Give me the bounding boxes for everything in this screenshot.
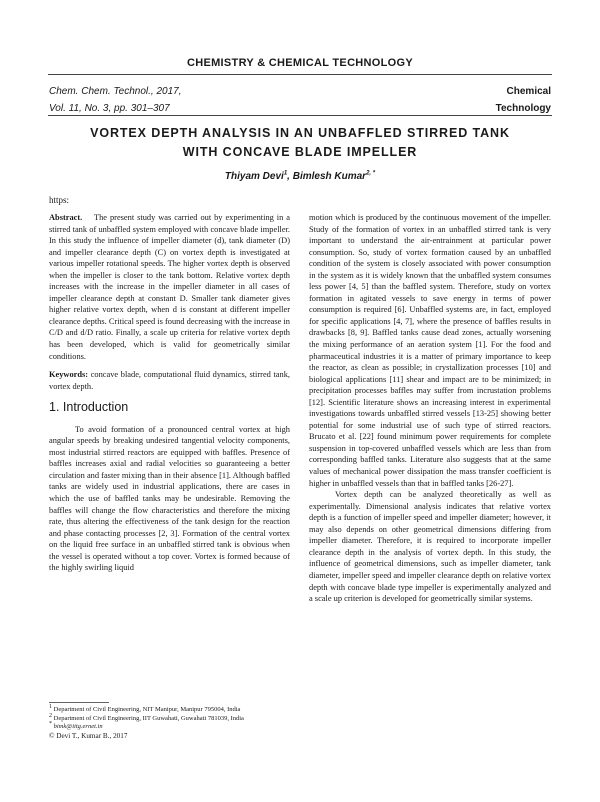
footnote-2 <box>49 712 290 724</box>
title-line-1: VORTEX DEPTH ANALYSIS IN AN UNBAFFLED STIRRED TANK <box>90 126 510 140</box>
footnote-1-text: Department of Civil Engineering, NIT Manipur, Manipur 795004, India <box>53 706 241 713</box>
author-1: Thiyam Devi <box>224 171 284 182</box>
copyright: © Devi T., Kumar B., 2017 <box>49 731 128 740</box>
footnote-1-mark: 1 <box>49 703 52 710</box>
paper-title <box>60 124 540 162</box>
right-column <box>309 212 551 605</box>
abstract-text: The present study was carried out by experimenting in a stirred tank of unbaffled system employed with concave blade impeller. In this study the influence of impeller diameter (d), tank diameter (D) and impeller clearance depth (C) on vortex depth is investigated at various impeller rotational speeds. The higher vortex depth is observed when the impeller is closer to the tank bottom. Relative vortex depth increases with the increase in the impeller diameter in all cases of impeller clearance depth at constant D. Smaller tank diameter gives higher relative vortex depth, when d is constant at different impeller clearance depths. Critical speed is found decreasing with the increase in C/D and d/D ratio. Finally, a scale up criteria for relative vortex depth has been developed, which is valid for geometrically similar conditions. <box>49 213 290 361</box>
journal-short-name <box>496 83 551 117</box>
keywords-label: Keywords: <box>49 370 89 380</box>
keywords <box>49 369 290 392</box>
journal-name: CHEMISTRY & CHEMICAL TECHNOLOGY <box>186 57 414 69</box>
citation-block <box>49 83 181 117</box>
author-2: Bimlesh Kumar <box>292 171 367 182</box>
intro-paragraph-1: To avoid formation of a pronounced central vortex at high angular speeds by breaking undesired tangential velocity components, most industrial stirred reactors are equipped with baffles. Presence of baffles increases axial and radial velocities so guaranteeing a better circulation and faster mixing than in their absence [1]. Although baffled tanks are widely used in industrial applications, there are cases in which the use of baffled tanks may be undesirable. Removing the baffles will change the flow characteristics and therefore the mixing rate, thus altering the effectiveness of the tank design for the reaction and phase contacting processes [2, 3]. Formation of the central vortex on the liquid free surface in an unbaffled stirred tank is obvious when the vessel is operated without a top cover. Vortex is formed because of the highly swirling liquid <box>49 424 290 573</box>
header-rule-bottom <box>48 115 552 116</box>
section-heading-introduction: 1. Introduction <box>49 400 129 415</box>
doi-link[interactable]: https: <box>49 195 70 205</box>
intro-paragraph-2: motion which is produced by the continuous movement of the impeller. Study of the formation of vortex in an unbaffled stirred tank is very important to understand the air-entrainment at particular power consumption. So, study of vortex formation caused by an unbaffled condition of the system is closely associated with power consumption in the system as it is widely known that the unbaffled system consumes less power [4, 5] than the baffled system. Therefore, study on vortex formation in agitated vessels to save energy in terms of power consumption is required [6]. Unbaffled systems are, in fact, employed for specific applications [4, 7], where the presence of baffles results in drawbacks [8, 9]. Baffled tanks cause dead zones, actually worsening the mixing performance of an aeration system [1]. For the food and pharmaceutical industries it is a matter of primary importance to keep the reactor, as clean as possible; in crystallization processes [10] and biological applications [11] shear and impact are to be minimized; in precipitation processes baffles may suffer from incrustation problems [12]. Scientific literature shows an increasing interest in experimental investigations towards unbaffled stirred vessels [13-25] showing better potential for some industrial use of such type of stirred reactors. Brucato et al. [22] found minimum power requirements for complete suspension in top-covered unbaffled vessels which are less than from corresponding baffled tanks. Literature also suggests that at the same values of mechanical power dissipation the mass transfer coefficient is higher in unbaffled vessels than that in baffled tanks [26-27]. <box>309 213 551 488</box>
abstract-label: Abstract. <box>49 213 83 222</box>
footnote-1 <box>49 703 290 715</box>
left-column <box>49 212 290 574</box>
author-2-affiliation: 2, * <box>366 170 376 177</box>
author-list: Thiyam Devi$^1$, Bimlesh Kumar$^{2, *}$ <box>224 170 376 182</box>
title-line-2: WITH CONCAVE BLADE IMPELLER <box>182 145 418 159</box>
journal-short-line-1: Chemical <box>506 86 551 97</box>
journal-short-line-2: Technology <box>495 103 551 114</box>
email-link[interactable]: bimk@iitg.ernet.in <box>53 723 103 731</box>
keywords-text: concave blade, computational fluid dynamics, stirred tank, vortex depth. <box>49 370 290 391</box>
footnotes <box>49 703 290 740</box>
citation-line-1: Chem. Chem. Technol., 2017, <box>49 86 182 97</box>
intro-paragraph-3: Vortex depth can be analyzed theoretically as well as experimentally. Dimensional analysis indicates that relative vortex depth is a function of impeller speed and impeller diameter; however, it may also depends on other geometrical dimensions differing from impeller diameter. Therefore, it is required to incorporate impeller clearance depth in the analysis of vortex depth. In this study, the influence of geometrical dimensions, such as impeller diameter, tank diameter, impeller speed and impeller clearance depth on relative vortex depth with concave blade type impeller is experimentally analyzed and a scale up criterion is developed for geometrically similar systems. <box>309 490 551 604</box>
footnote-2-mark: 2 <box>49 712 52 719</box>
header-rule-top <box>48 74 552 75</box>
footnote-rule <box>49 702 109 703</box>
abstract <box>49 212 290 362</box>
email-mark: * <box>49 721 52 728</box>
author-1-affiliation: 1 <box>283 170 288 177</box>
footnote-2-text: Department of Civil Engineering, IIT Guwahati, Guwahati 781039, India <box>53 714 244 722</box>
citation-line-2: Vol. 11, No. 3, pp. 301–307 <box>49 103 170 114</box>
footnote-email <box>49 723 290 732</box>
